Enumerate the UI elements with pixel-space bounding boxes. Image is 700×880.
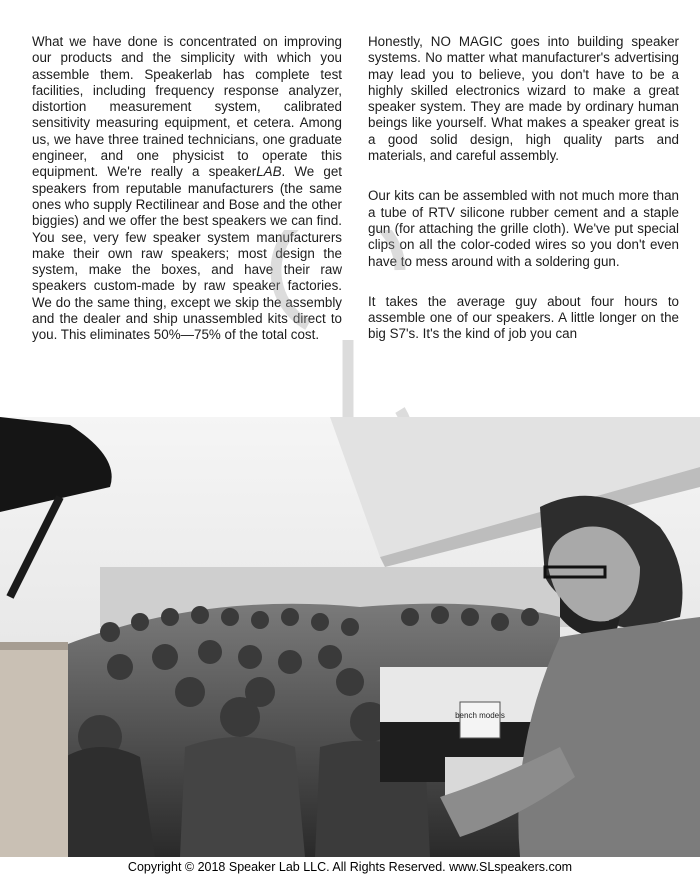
right-paragraph-3: It takes the average guy about four hours to assemble one of our speakers. A little longer on the big S7's. It's the kind of job you can bbox=[368, 293, 679, 342]
copyright-footer: Copyright © 2018 Speaker Lab LLC. All Rights Reserved. www.SLspeakers.com bbox=[127, 860, 573, 874]
left-paragraph: What we have done is concentrated on improving our products and the simplicity with which you assemble them. Speakerlab has complete test facilities, including frequency response analyzer, distortion measurement system, calibrated sensitivity measuring equipment, et cetera. Among us, we have three trained technicians, one graduate engineer, and one physicist to operate this equipment. We're really a speakerLAB. We get speakers from reputable manufacturers (the same ones who supply Rectilinear and Bose and the other biggies) and we offer the best speakers we can find. You see, very few speaker system manufacturers make their own raw speakers; most design the system, make the boxes, and have their raw speakers custom-made by raw speaker factories. We do the same thing, except we skip the assembly and the dealer and ship unassembled kits direct to you. This eliminates 50%—75% of the total cost. bbox=[32, 34, 342, 343]
photo-illustration bbox=[0, 417, 700, 857]
right-paragraph-1: Honestly, NO MAGIC goes into building speaker systems. No matter what manufacturer's advertising may lead you to believe, you don't have to be a highly skilled electronics wizard to make a great speaker system. They are made by ordinary human beings like yourself. What makes a speaker great is a good solid design, high quality parts and materials, and careful assembly. bbox=[368, 34, 679, 164]
right-column bbox=[368, 34, 679, 367]
right-paragraph-2: Our kits can be assembled with not much more than a tube of RTV silicone rubber cement and a staple gun (for attaching the grille cloth). We've put special clips on all the color-coded wires so you don't even have to mess around with a soldering gun. bbox=[368, 188, 679, 269]
bench-sign: bench models bbox=[455, 711, 505, 720]
workshop-photo bbox=[0, 417, 700, 857]
left-column bbox=[32, 34, 342, 368]
